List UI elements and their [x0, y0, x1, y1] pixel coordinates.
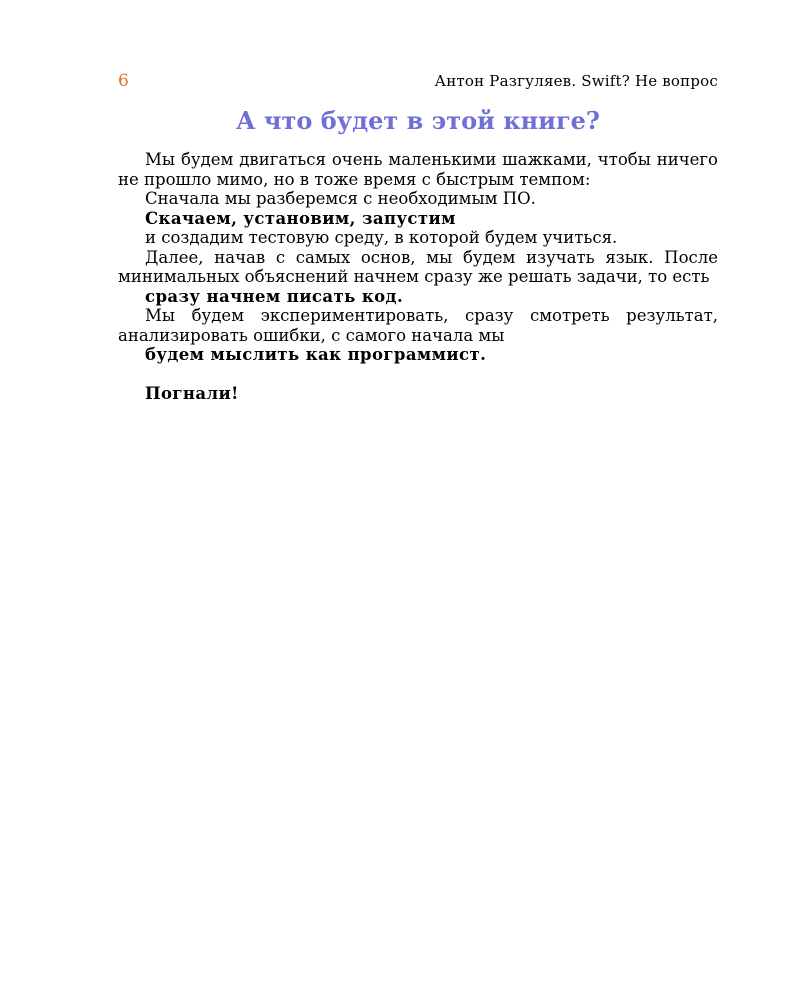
paragraph-experiment: Мы будем экспериментировать, сразу смотреть результат, анализировать ошибки, с самого начала мы [118, 306, 718, 345]
page-number: 6 [118, 71, 129, 91]
bold-line-programmer: будем мыслить как программист. [145, 345, 487, 364]
paragraph-basics: Далее, начав с самых основ, мы будем изучать язык. После минимальных объяснений начнем сразу же решать задачи, то есть [118, 247, 718, 286]
spacer [118, 365, 718, 385]
bold-line-code: сразу начнем писать код. [145, 286, 404, 306]
paragraph-software: Сначала мы разберемся с необходимым ПО. [145, 189, 536, 208]
bold-line-install: Скачаем, установим, запустим [145, 208, 456, 228]
bold-line-go: Погнали! [145, 384, 239, 403]
body-text [118, 150, 718, 404]
chapter-title: А что будет в этой книге? [236, 106, 600, 135]
paragraph-environment: и создадим тестовую среду, в которой будем учиться. [145, 228, 618, 247]
paragraph-intro: Мы будем двигаться очень маленькими шажками, чтобы ничего не прошло мимо, но в тоже время с быстрым темпом: [118, 150, 718, 189]
running-header: Антон Разгуляев. Swift? Не вопрос [434, 72, 718, 90]
